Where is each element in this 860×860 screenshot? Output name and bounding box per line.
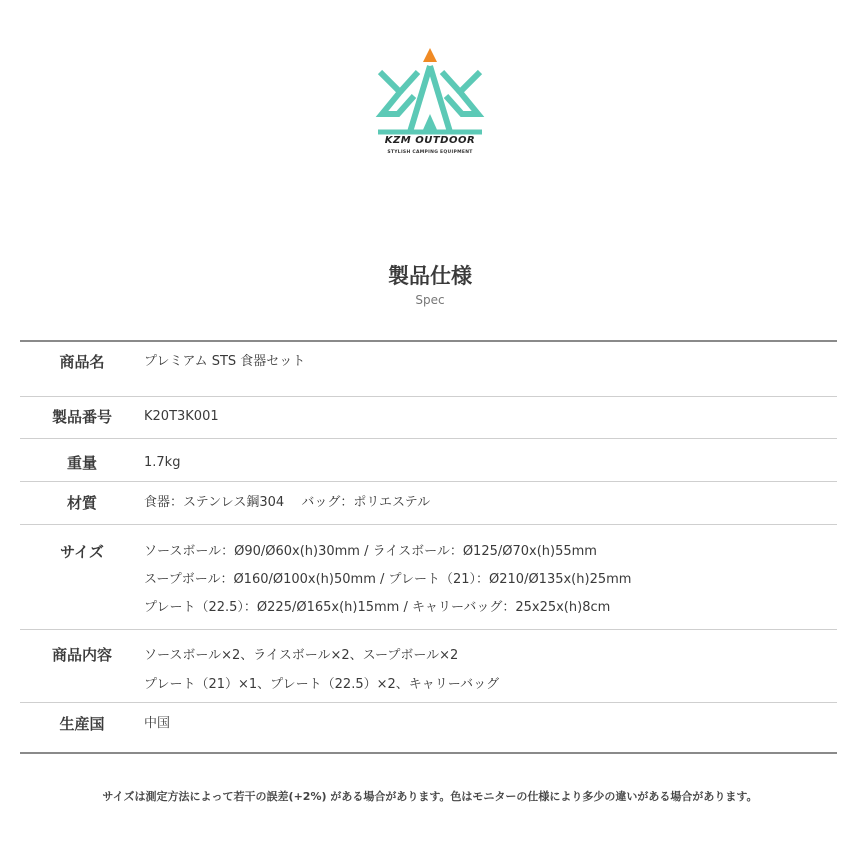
spec-value-line: 1.7kg <box>144 455 181 470</box>
spec-value <box>144 493 837 524</box>
spec-value-line: プレート（22.5）：Ø225/Ø165x(h)15mm / キャリーバッグ：25x25x(h)8cm <box>144 600 611 615</box>
spec-label: 製品番号 <box>51 408 112 426</box>
spec-label: 商品内容 <box>51 646 112 664</box>
spec-row-product-number <box>20 396 837 438</box>
spec-value <box>144 641 837 702</box>
brand-tagline: STYLISH CAMPING EQUIPMENT <box>387 150 473 155</box>
brand-name: KZM OUTDOOR <box>384 135 476 146</box>
spec-value-line: 食器：ステンレス鋼304 バッグ：ポリエステル <box>144 495 431 510</box>
spec-value-line: K20T3K001 <box>144 409 219 424</box>
spec-row-material <box>20 481 837 524</box>
section-title: 製品仕様 <box>388 264 472 288</box>
spec-row-size <box>20 524 837 629</box>
spec-label: 重量 <box>66 454 97 472</box>
section-subtitle: Spec <box>415 293 445 307</box>
spec-value-line: プレミアム STS 食器セット <box>144 354 306 369</box>
spec-label: 材質 <box>66 494 97 512</box>
spec-row-weight <box>20 438 837 481</box>
spec-label: サイズ <box>60 543 104 561</box>
spec-value-line: スープボール：Ø160/Ø100x(h)50mm / プレート（21）：Ø210/Ø135x(h)25mm <box>144 572 632 587</box>
spec-label: 生産国 <box>59 715 105 733</box>
spec-value-line: ソースボール：Ø90/Ø60x(h)30mm / ライスボール：Ø125/Ø70x(h)55mm <box>144 544 597 559</box>
footnote: サイズは測定方法によって若干の誤差(+2%) がある場合があります。色はモニターの仕様により多少の違いがある場合があります。 <box>102 790 758 803</box>
spec-row-contents <box>20 629 837 702</box>
spec-value-line: プレート（21）×1、プレート（22.5）×2、キャリーバッグ <box>144 677 500 692</box>
spec-row-country <box>20 702 837 752</box>
spec-value <box>144 714 837 752</box>
spec-value <box>144 407 837 438</box>
spec-value-line: ソースボール×2、ライスボール×2、スープボール×2 <box>144 648 459 663</box>
spec-table <box>20 340 837 754</box>
spec-row-product-name <box>20 342 837 396</box>
spec-value <box>144 538 837 629</box>
spec-value <box>144 352 837 396</box>
spec-label: 商品名 <box>59 353 105 371</box>
tent-logo-icon <box>370 44 490 164</box>
spec-value <box>144 453 837 481</box>
spec-value-line: 中国 <box>144 716 171 731</box>
